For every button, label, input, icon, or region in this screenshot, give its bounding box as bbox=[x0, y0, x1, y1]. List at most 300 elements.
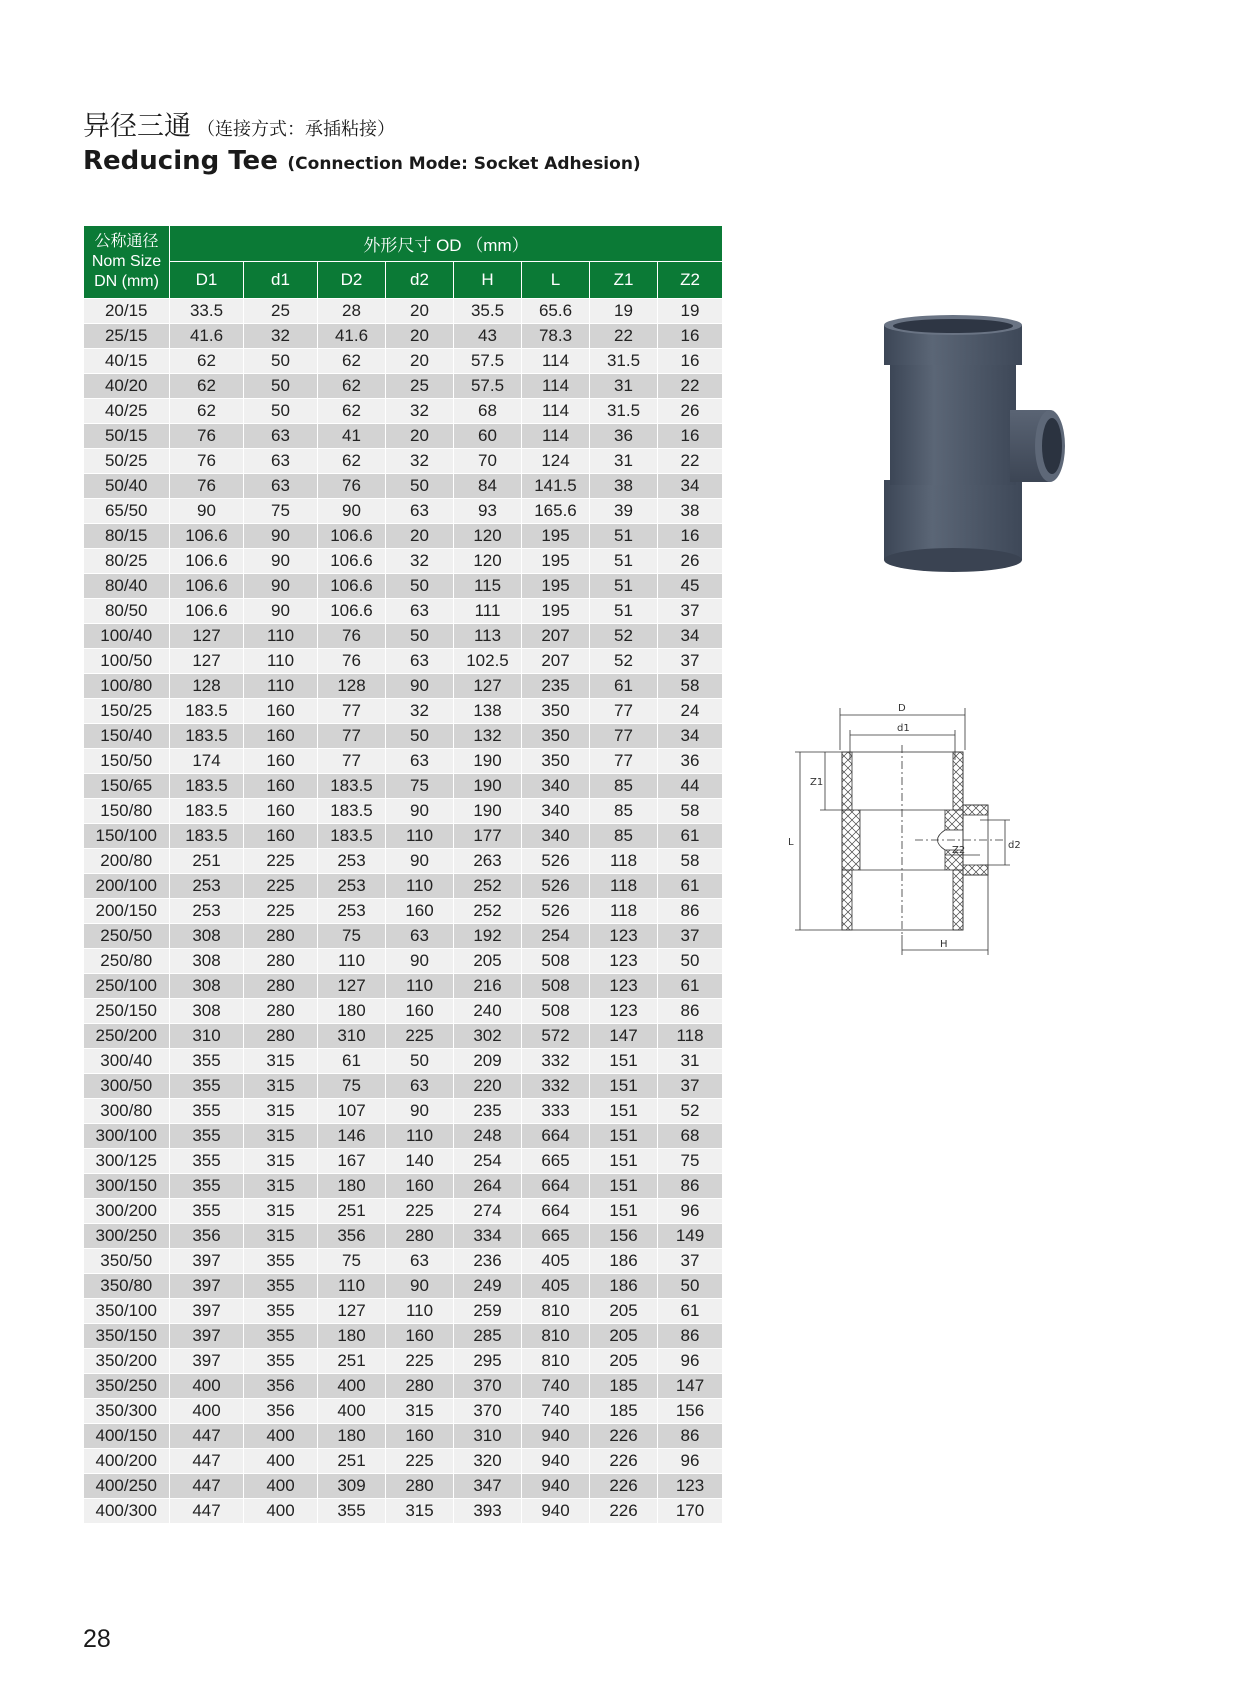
value-cell: 355 bbox=[244, 1324, 318, 1349]
value-cell: 36 bbox=[658, 749, 723, 774]
branch-opening bbox=[1042, 418, 1062, 474]
value-cell: 110 bbox=[244, 649, 318, 674]
value-cell: 740 bbox=[522, 1399, 590, 1424]
value-cell: 77 bbox=[590, 724, 658, 749]
value-cell: 355 bbox=[170, 1099, 244, 1124]
value-cell: 138 bbox=[454, 699, 522, 724]
value-cell: 20 bbox=[386, 349, 454, 374]
nom-size-cell: 400/200 bbox=[84, 1449, 170, 1474]
nom-size-cell: 200/100 bbox=[84, 874, 170, 899]
value-cell: 235 bbox=[522, 674, 590, 699]
value-cell: 665 bbox=[522, 1224, 590, 1249]
value-cell: 31.5 bbox=[590, 399, 658, 424]
nom-size-cell: 80/25 bbox=[84, 549, 170, 574]
value-cell: 447 bbox=[170, 1499, 244, 1524]
value-cell: 400 bbox=[244, 1449, 318, 1474]
value-cell: 85 bbox=[590, 824, 658, 849]
value-cell: 508 bbox=[522, 999, 590, 1024]
value-cell: 205 bbox=[590, 1349, 658, 1374]
value-cell: 355 bbox=[244, 1274, 318, 1299]
value-cell: 308 bbox=[170, 974, 244, 999]
value-cell: 248 bbox=[454, 1124, 522, 1149]
value-cell: 114 bbox=[522, 374, 590, 399]
value-cell: 259 bbox=[454, 1299, 522, 1324]
table-row bbox=[84, 1499, 723, 1524]
value-cell: 22 bbox=[658, 449, 723, 474]
value-cell: 77 bbox=[318, 749, 386, 774]
value-cell: 141.5 bbox=[522, 474, 590, 499]
value-cell: 225 bbox=[244, 899, 318, 924]
value-cell: 16 bbox=[658, 424, 723, 449]
title-en-sub: (Connection Mode: Socket Adhesion) bbox=[287, 154, 641, 174]
nom-size-cell: 400/150 bbox=[84, 1424, 170, 1449]
value-cell: 226 bbox=[590, 1449, 658, 1474]
value-cell: 280 bbox=[386, 1224, 454, 1249]
value-cell: 41.6 bbox=[318, 324, 386, 349]
value-cell: 50 bbox=[386, 724, 454, 749]
value-cell: 370 bbox=[454, 1374, 522, 1399]
value-cell: 62 bbox=[318, 399, 386, 424]
nom-size-cell: 300/125 bbox=[84, 1149, 170, 1174]
value-cell: 63 bbox=[386, 499, 454, 524]
label-d1: d1 bbox=[897, 723, 910, 734]
nom-size-cell: 350/200 bbox=[84, 1349, 170, 1374]
value-cell: 195 bbox=[522, 574, 590, 599]
value-cell: 50 bbox=[386, 574, 454, 599]
value-cell: 350 bbox=[522, 749, 590, 774]
value-cell: 16 bbox=[658, 324, 723, 349]
value-cell: 235 bbox=[454, 1099, 522, 1124]
value-cell: 151 bbox=[590, 1049, 658, 1074]
value-cell: 61 bbox=[658, 874, 723, 899]
value-cell: 31 bbox=[590, 374, 658, 399]
value-cell: 114 bbox=[522, 399, 590, 424]
value-cell: 57.5 bbox=[454, 349, 522, 374]
value-cell: 160 bbox=[244, 699, 318, 724]
table-row bbox=[84, 599, 723, 624]
value-cell: 280 bbox=[244, 949, 318, 974]
value-cell: 118 bbox=[590, 899, 658, 924]
value-cell: 86 bbox=[658, 1324, 723, 1349]
table-row bbox=[84, 574, 723, 599]
value-cell: 63 bbox=[386, 749, 454, 774]
value-cell: 90 bbox=[386, 674, 454, 699]
table-row bbox=[84, 949, 723, 974]
value-cell: 106.6 bbox=[318, 524, 386, 549]
value-cell: 50 bbox=[386, 474, 454, 499]
value-cell: 110 bbox=[244, 624, 318, 649]
value-cell: 50 bbox=[658, 1274, 723, 1299]
value-cell: 195 bbox=[522, 524, 590, 549]
value-cell: 120 bbox=[454, 549, 522, 574]
value-cell: 76 bbox=[170, 424, 244, 449]
table-row bbox=[84, 299, 723, 324]
value-cell: 397 bbox=[170, 1299, 244, 1324]
value-cell: 90 bbox=[244, 574, 318, 599]
value-cell: 226 bbox=[590, 1424, 658, 1449]
nom-size-cell: 300/50 bbox=[84, 1074, 170, 1099]
column-header-d1: d1 bbox=[244, 262, 318, 299]
value-cell: 151 bbox=[590, 1074, 658, 1099]
value-cell: 315 bbox=[244, 1224, 318, 1249]
value-cell: 315 bbox=[386, 1399, 454, 1424]
nom-size-cell: 400/300 bbox=[84, 1499, 170, 1524]
nom-size-cell: 100/50 bbox=[84, 649, 170, 674]
value-cell: 45 bbox=[658, 574, 723, 599]
value-cell: 160 bbox=[244, 774, 318, 799]
table-row bbox=[84, 649, 723, 674]
value-cell: 195 bbox=[522, 599, 590, 624]
value-cell: 84 bbox=[454, 474, 522, 499]
value-cell: 400 bbox=[244, 1499, 318, 1524]
nom-size-cell: 150/80 bbox=[84, 799, 170, 824]
value-cell: 51 bbox=[590, 549, 658, 574]
value-cell: 77 bbox=[318, 699, 386, 724]
value-cell: 253 bbox=[318, 849, 386, 874]
value-cell: 447 bbox=[170, 1474, 244, 1499]
value-cell: 508 bbox=[522, 974, 590, 999]
value-cell: 75 bbox=[658, 1149, 723, 1174]
column-header-z1: Z1 bbox=[590, 262, 658, 299]
value-cell: 251 bbox=[318, 1199, 386, 1224]
value-cell: 115 bbox=[454, 574, 522, 599]
value-cell: 151 bbox=[590, 1124, 658, 1149]
value-cell: 20 bbox=[386, 299, 454, 324]
table-row bbox=[84, 699, 723, 724]
value-cell: 43 bbox=[454, 324, 522, 349]
value-cell: 37 bbox=[658, 1074, 723, 1099]
value-cell: 90 bbox=[244, 524, 318, 549]
value-cell: 264 bbox=[454, 1174, 522, 1199]
value-cell: 44 bbox=[658, 774, 723, 799]
value-cell: 127 bbox=[318, 974, 386, 999]
value-cell: 180 bbox=[318, 999, 386, 1024]
value-cell: 810 bbox=[522, 1349, 590, 1374]
value-cell: 118 bbox=[590, 849, 658, 874]
value-cell: 31 bbox=[658, 1049, 723, 1074]
value-cell: 160 bbox=[244, 824, 318, 849]
value-cell: 165.6 bbox=[522, 499, 590, 524]
table-row bbox=[84, 1274, 723, 1299]
value-cell: 33.5 bbox=[170, 299, 244, 324]
table-row bbox=[84, 749, 723, 774]
value-cell: 106.6 bbox=[170, 524, 244, 549]
value-cell: 310 bbox=[170, 1024, 244, 1049]
value-cell: 96 bbox=[658, 1199, 723, 1224]
value-cell: 940 bbox=[522, 1474, 590, 1499]
nom-size-cell: 80/40 bbox=[84, 574, 170, 599]
table-row bbox=[84, 924, 723, 949]
value-cell: 350 bbox=[522, 699, 590, 724]
value-cell: 34 bbox=[658, 474, 723, 499]
value-cell: 167 bbox=[318, 1149, 386, 1174]
value-cell: 106.6 bbox=[170, 549, 244, 574]
value-cell: 295 bbox=[454, 1349, 522, 1374]
value-cell: 393 bbox=[454, 1499, 522, 1524]
table-row bbox=[84, 1199, 723, 1224]
value-cell: 192 bbox=[454, 924, 522, 949]
value-cell: 32 bbox=[244, 324, 318, 349]
value-cell: 400 bbox=[318, 1374, 386, 1399]
value-cell: 350 bbox=[522, 724, 590, 749]
value-cell: 274 bbox=[454, 1199, 522, 1224]
value-cell: 110 bbox=[386, 874, 454, 899]
value-cell: 52 bbox=[590, 649, 658, 674]
value-cell: 32 bbox=[386, 549, 454, 574]
value-cell: 252 bbox=[454, 874, 522, 899]
table-row bbox=[84, 1149, 723, 1174]
value-cell: 68 bbox=[454, 399, 522, 424]
nom-header-en: Nom Size bbox=[91, 253, 162, 270]
value-cell: 397 bbox=[170, 1324, 244, 1349]
nom-size-cell: 200/150 bbox=[84, 899, 170, 924]
spec-table bbox=[83, 225, 723, 1524]
value-cell: 183.5 bbox=[170, 724, 244, 749]
label-Z1: Z1 bbox=[810, 777, 824, 788]
nom-size-cell: 150/40 bbox=[84, 724, 170, 749]
value-cell: 320 bbox=[454, 1449, 522, 1474]
value-cell: 63 bbox=[386, 1074, 454, 1099]
value-cell: 315 bbox=[244, 1174, 318, 1199]
value-cell: 340 bbox=[522, 799, 590, 824]
value-cell: 86 bbox=[658, 1174, 723, 1199]
table-row bbox=[84, 974, 723, 999]
value-cell: 22 bbox=[590, 324, 658, 349]
value-cell: 355 bbox=[170, 1199, 244, 1224]
value-cell: 251 bbox=[318, 1349, 386, 1374]
value-cell: 156 bbox=[658, 1399, 723, 1424]
value-cell: 85 bbox=[590, 774, 658, 799]
value-cell: 38 bbox=[590, 474, 658, 499]
value-cell: 52 bbox=[590, 624, 658, 649]
table-row bbox=[84, 1024, 723, 1049]
value-cell: 216 bbox=[454, 974, 522, 999]
value-cell: 61 bbox=[318, 1049, 386, 1074]
nom-size-cell: 150/65 bbox=[84, 774, 170, 799]
value-cell: 186 bbox=[590, 1249, 658, 1274]
value-cell: 180 bbox=[318, 1324, 386, 1349]
value-cell: 405 bbox=[522, 1249, 590, 1274]
value-cell: 174 bbox=[170, 749, 244, 774]
value-cell: 252 bbox=[454, 899, 522, 924]
value-cell: 140 bbox=[386, 1149, 454, 1174]
value-cell: 50 bbox=[244, 374, 318, 399]
value-cell: 110 bbox=[386, 1299, 454, 1324]
table-row bbox=[84, 449, 723, 474]
value-cell: 190 bbox=[454, 774, 522, 799]
nom-size-cell: 25/15 bbox=[84, 324, 170, 349]
value-cell: 370 bbox=[454, 1399, 522, 1424]
value-cell: 285 bbox=[454, 1324, 522, 1349]
value-cell: 334 bbox=[454, 1224, 522, 1249]
value-cell: 24 bbox=[658, 699, 723, 724]
value-cell: 160 bbox=[244, 749, 318, 774]
value-cell: 31.5 bbox=[590, 349, 658, 374]
value-cell: 526 bbox=[522, 899, 590, 924]
value-cell: 86 bbox=[658, 999, 723, 1024]
value-cell: 236 bbox=[454, 1249, 522, 1274]
value-cell: 315 bbox=[386, 1499, 454, 1524]
value-cell: 120 bbox=[454, 524, 522, 549]
value-cell: 52 bbox=[658, 1099, 723, 1124]
value-cell: 405 bbox=[522, 1274, 590, 1299]
value-cell: 183.5 bbox=[318, 774, 386, 799]
value-cell: 90 bbox=[170, 499, 244, 524]
table-row bbox=[84, 849, 723, 874]
value-cell: 251 bbox=[318, 1449, 386, 1474]
value-cell: 207 bbox=[522, 649, 590, 674]
value-cell: 62 bbox=[170, 349, 244, 374]
nom-size-cell: 150/100 bbox=[84, 824, 170, 849]
value-cell: 123 bbox=[658, 1474, 723, 1499]
value-cell: 183.5 bbox=[318, 799, 386, 824]
label-L: L bbox=[788, 837, 794, 848]
table-row bbox=[84, 1224, 723, 1249]
value-cell: 50 bbox=[658, 949, 723, 974]
value-cell: 400 bbox=[170, 1374, 244, 1399]
table-row bbox=[84, 724, 723, 749]
value-cell: 180 bbox=[318, 1424, 386, 1449]
nom-size-cell: 150/25 bbox=[84, 699, 170, 724]
table-row bbox=[84, 424, 723, 449]
nom-size-cell: 40/25 bbox=[84, 399, 170, 424]
value-cell: 62 bbox=[170, 399, 244, 424]
value-cell: 526 bbox=[522, 874, 590, 899]
table-row bbox=[84, 524, 723, 549]
value-cell: 183.5 bbox=[170, 774, 244, 799]
value-cell: 118 bbox=[590, 874, 658, 899]
value-cell: 20 bbox=[386, 424, 454, 449]
value-cell: 132 bbox=[454, 724, 522, 749]
value-cell: 113 bbox=[454, 624, 522, 649]
value-cell: 50 bbox=[386, 624, 454, 649]
value-cell: 50 bbox=[386, 1049, 454, 1074]
value-cell: 61 bbox=[658, 974, 723, 999]
value-cell: 50 bbox=[244, 399, 318, 424]
title-cn-sub: （连接方式：承插粘接） bbox=[197, 119, 395, 140]
value-cell: 225 bbox=[244, 849, 318, 874]
value-cell: 400 bbox=[318, 1399, 386, 1424]
table-row bbox=[84, 824, 723, 849]
value-cell: 26 bbox=[658, 549, 723, 574]
value-cell: 355 bbox=[244, 1249, 318, 1274]
value-cell: 110 bbox=[386, 1124, 454, 1149]
value-cell: 28 bbox=[318, 299, 386, 324]
value-cell: 111 bbox=[454, 599, 522, 624]
value-cell: 110 bbox=[244, 674, 318, 699]
value-cell: 146 bbox=[318, 1124, 386, 1149]
value-cell: 147 bbox=[658, 1374, 723, 1399]
value-cell: 37 bbox=[658, 649, 723, 674]
value-cell: 240 bbox=[454, 999, 522, 1024]
value-cell: 315 bbox=[244, 1149, 318, 1174]
value-cell: 63 bbox=[386, 924, 454, 949]
table-row bbox=[84, 349, 723, 374]
value-cell: 253 bbox=[170, 899, 244, 924]
value-cell: 106.6 bbox=[170, 574, 244, 599]
value-cell: 51 bbox=[590, 524, 658, 549]
value-cell: 220 bbox=[454, 1074, 522, 1099]
value-cell: 106.6 bbox=[318, 549, 386, 574]
column-header-d2: D2 bbox=[318, 262, 386, 299]
value-cell: 397 bbox=[170, 1274, 244, 1299]
nom-size-cell: 250/150 bbox=[84, 999, 170, 1024]
value-cell: 355 bbox=[318, 1499, 386, 1524]
value-cell: 110 bbox=[386, 974, 454, 999]
table-row bbox=[84, 1424, 723, 1449]
value-cell: 302 bbox=[454, 1024, 522, 1049]
value-cell: 37 bbox=[658, 1249, 723, 1274]
value-cell: 333 bbox=[522, 1099, 590, 1124]
value-cell: 25 bbox=[244, 299, 318, 324]
value-cell: 90 bbox=[244, 599, 318, 624]
value-cell: 77 bbox=[318, 724, 386, 749]
value-cell: 810 bbox=[522, 1299, 590, 1324]
value-cell: 149 bbox=[658, 1224, 723, 1249]
value-cell: 186 bbox=[590, 1274, 658, 1299]
nom-size-cell: 300/200 bbox=[84, 1199, 170, 1224]
table-row bbox=[84, 1374, 723, 1399]
value-cell: 310 bbox=[454, 1424, 522, 1449]
nom-size-cell: 50/15 bbox=[84, 424, 170, 449]
value-cell: 110 bbox=[318, 1274, 386, 1299]
value-cell: 107 bbox=[318, 1099, 386, 1124]
value-cell: 447 bbox=[170, 1449, 244, 1474]
value-cell: 355 bbox=[170, 1049, 244, 1074]
value-cell: 61 bbox=[658, 1299, 723, 1324]
table-row bbox=[84, 999, 723, 1024]
value-cell: 526 bbox=[522, 849, 590, 874]
nom-header-cn: 公称通径 bbox=[94, 233, 159, 250]
value-cell: 61 bbox=[590, 674, 658, 699]
table-row bbox=[84, 1324, 723, 1349]
table-row bbox=[84, 1049, 723, 1074]
nom-size-header bbox=[84, 226, 170, 299]
value-cell: 76 bbox=[170, 449, 244, 474]
value-cell: 280 bbox=[244, 924, 318, 949]
value-cell: 123 bbox=[590, 924, 658, 949]
value-cell: 123 bbox=[590, 949, 658, 974]
value-cell: 19 bbox=[658, 299, 723, 324]
value-cell: 34 bbox=[658, 724, 723, 749]
pipe-top-opening bbox=[893, 319, 1013, 333]
value-cell: 308 bbox=[170, 924, 244, 949]
value-cell: 19 bbox=[590, 299, 658, 324]
value-cell: 75 bbox=[318, 1074, 386, 1099]
value-cell: 90 bbox=[244, 549, 318, 574]
value-cell: 34 bbox=[658, 624, 723, 649]
value-cell: 226 bbox=[590, 1474, 658, 1499]
nom-size-cell: 250/100 bbox=[84, 974, 170, 999]
nom-size-cell: 300/150 bbox=[84, 1174, 170, 1199]
table-row bbox=[84, 1299, 723, 1324]
column-header-h: H bbox=[454, 262, 522, 299]
value-cell: 254 bbox=[522, 924, 590, 949]
value-cell: 32 bbox=[386, 449, 454, 474]
value-cell: 151 bbox=[590, 1099, 658, 1124]
value-cell: 940 bbox=[522, 1424, 590, 1449]
column-header-z2: Z2 bbox=[658, 262, 723, 299]
nom-size-cell: 80/15 bbox=[84, 524, 170, 549]
value-cell: 75 bbox=[318, 1249, 386, 1274]
value-cell: 151 bbox=[590, 1174, 658, 1199]
table-row bbox=[84, 899, 723, 924]
value-cell: 86 bbox=[658, 1424, 723, 1449]
value-cell: 65.6 bbox=[522, 299, 590, 324]
value-cell: 36 bbox=[590, 424, 658, 449]
value-cell: 253 bbox=[170, 874, 244, 899]
table-row bbox=[84, 474, 723, 499]
